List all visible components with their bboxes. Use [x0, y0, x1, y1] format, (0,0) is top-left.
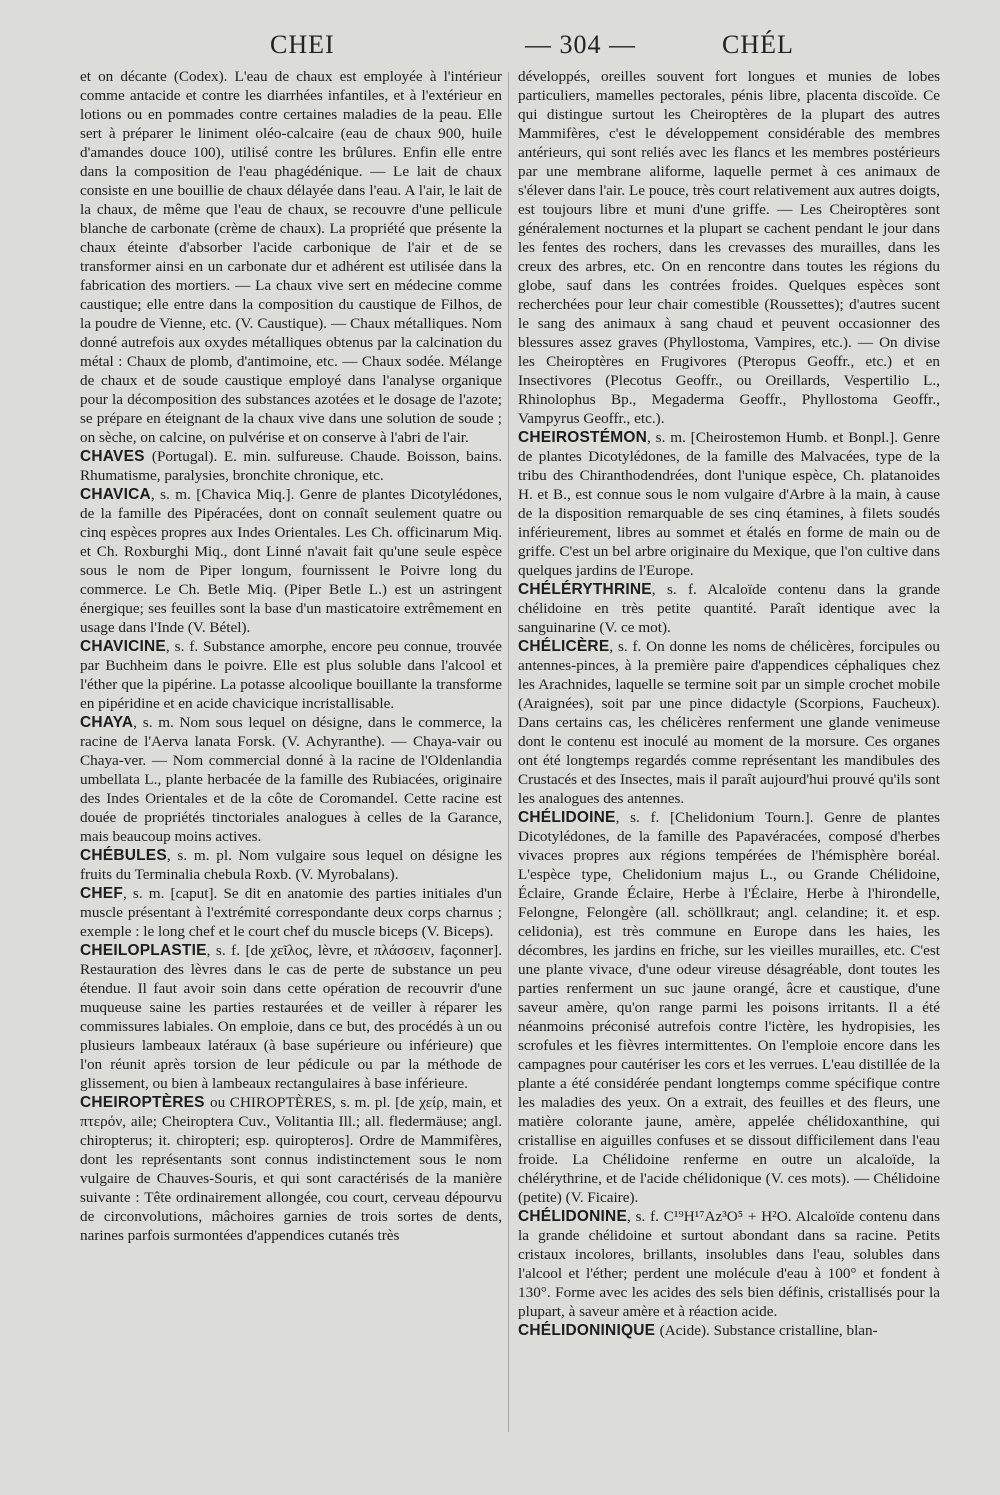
headword: CHAVES	[80, 448, 152, 465]
headword: CHEIROPTÈRES	[80, 1094, 211, 1111]
headword: CHÉLIDOINE	[518, 809, 616, 826]
headword: CHÉBULES	[80, 847, 167, 864]
entry-paragraph: et on décante (Codex). L'eau de chaux est employée à l'intérieur comme antacide et contre les diarrhées infantiles, et à l'extérieur en lotions ou en pommades contre certaines maladies de la peau. Elle sert à préparer le liniment oléo-calcaire (eau de chaux 900, huile d'amandes douce 100), utilisé contre les brûlures. Enfin elle entre dans la composition de l'eau phagédénique. — Le lait de chaux consiste en une bouillie de chaux délayée dans l'eau. A l'air, le lait de la chaux, de même que l'eau de chaux, se recouvre d'une pellicule blanche de carbonate (crème de chaux). La propriété que présente la chaux éteinte d'absorber l'acide carbonique de l'air et de se transformer ainsi en un carbonate dur et adhérent est utilisée dans la fabrication des mortiers. — La chaux vive sert en médecine comme caustique; elle entre dans la composition du caustique de Filhos, de la poudre de Vienne, etc. (V. Caustique). — Chaux métalliques. Nom donné autrefois aux oxydes métalliques obtenus par la calcination du métal : Chaux de plomb, d'antimoine, etc. — Chaux sodée. Mélange de chaux et de soude caustique employé dans l'analyse organique pour la décomposition des substances azotées et le dosage de l'azote; se prépare en éteignant de la chaux vive dans une solution de soude ; on sèche, on calcine, on pulvérise et on conserve à l'abri de l'air.	[80, 68, 502, 446]
entry-paragraph: CHEILOPLASTIE, s. f. [de χεῖλος, lèvre, et πλάσσειν, façonner]. Restauration des lèvres dans le cas de perte de substance un peu étendue. Il faut avoir soin dans cette opération de recouvrir d'une muqueuse saine les parties restaurées et de veiller à réparer les commissures labiales. On emploie, dans ce but, des procédés à un ou plusieurs lambeaux latéraux (à base supérieure ou inférieure) que l'on réunit après torsion de leur pédicule ou par la méthode de glissement, ou bien à lambeaux rectangulaires à base inférieure.	[80, 942, 502, 1092]
entry-paragraph: CHÉLIDONINE, s. f. C¹⁹H¹⁷Az³O⁵ + H²O. Alcaloïde contenu dans la grande chélidoine et surtout abondant dans sa racine. Petits cristaux incolores, brillants, insolubles dans l'eau, solubles dans l'alcool et l'éther; perdent une molécule d'eau à 100° et fondent à 130°. Forme avec les acides des sels bien définis, cristallisés pour la plupart, à saveur amère et à réaction acide.	[518, 1208, 940, 1320]
entry-paragraph: CHAVICA, s. m. [Chavica Miq.]. Genre de plantes Dicotylédones, de la famille des Pipéracées, dont on connaît seulement quatre ou cinq espèces propres aux Indes Orientales. Les Ch. officinarum Miq. et Ch. Roxburghi Miq., dont Linné n'avait fait qu'une seule espèce sous le nom de Piper longum, fournissent le Poivre long du commerce. Le Ch. Betle Miq. (Piper Betle L.) est un astringent énergique; ses feuilles sont la base d'un masticatoire extrêmement en usage dans l'Inde (V. Bétel).	[80, 486, 502, 636]
entry-paragraph: développés, oreilles souvent fort longues et munies de lobes particuliers, mamelles pectorales, pénis libre, placenta discoïde. Ce qui distingue surtout les Cheiroptères de la plupart des autres Mammifères, c'est le développement considérable des membres antérieurs, qui sont reliés avec les flancs et les membres postérieurs par une membrane aliforme, laquelle permet à ces animaux de s'élever dans l'air. Le pouce, très court relativement aux autres doigts, est toujours libre et muni d'une griffe. — Les Cheiroptères sont généralement nocturnes et la plupart se cachent pendant le jour dans les fentes des rochers, dans les crevasses des murailles, dans les creux des arbres, etc. On en rencontre dans toutes les régions du globe, sauf dans les contrées froides. Quelques espèces sont recherchées pour leur chair comestible (Roussettes); d'autres sucent le sang des animaux à sang chaud et peuvent occasionner des blessures assez graves (Phyllostoma, Vampires, etc.). — On divise les Cheiroptères en Frugivores (Pteropus Geoffr., etc.) et en Insectivores (Plecotus Geoffr., ou Oreillards, Vespertilio L., Rhinolophus Bp., Megaderma Geoffr., Phyllostoma Geoffr., Vampyrus Geoffr., etc.).	[518, 68, 940, 427]
entry-paragraph: CHÉLÉRYTHRINE, s. f. Alcaloïde contenu dans la grande chélidoine en très petite quantité. Paraît identique avec la sanguinarine (V. ce mot).	[518, 581, 940, 636]
left-column	[80, 67, 502, 1245]
entry-paragraph: CHÉLICÈRE, s. f. On donne les noms de chélicères, forcipules ou antennes-pinces, à la première paire d'appendices céphaliques chez les Arachnides, laquelle se termine soit par un simple crochet mobile (Araignées), soit par une pince didactyle (Scorpions, Faucheux). Dans certains cas, les chélicères renferment une glande venimeuse dont le contenu est inoculé au moment de la morsure. Ces organes ont été longtemps regardés comme représentant les mandibules des Crustacés et des Insectes, mais il paraît aujourd'hui prouvé qu'ils sont les analogues des antennes.	[518, 638, 940, 807]
headword: CHÉLICÈRE	[518, 638, 610, 655]
entry-paragraph: CHÉLIDOINE, s. f. [Chelidonium Tourn.]. Genre de plantes Dicotylédones, de la famille des Papavéracées, composé d'herbes vivaces propres aux régions tempérées de l'hémisphère boréal. L'espèce type, Chelidonium majus L., ou Grande Chélidoine, Éclaire, Grande Éclaire, Herbe à l'Éclaire, Herbe à l'hirondelle, Felongne, Felongère (all. schöllkraut; angl. celandine; it. et esp. celidonia), est très commune en Europe dans les haies, les décombres, les jardins en friche, sur les vieilles murailles, etc. C'est une plante vivace, d'une odeur vireuse désagréable, dont toutes les parties renferment un suc jaune orangé, âcre et caustique, d'une saveur amère, qu'on range parmi les poisons irritants. Il a été néanmoins préconisé autrefois contre l'ictère, les hydropisies, les scrofules et les fièvres intermittentes. On l'emploie encore dans les campagnes pour cautériser les cors et les verrues. L'eau distillée de la plante a été considérée pendant longtemps comme spécifique contre les maladies des yeux. On a extrait, des feuilles et des fleurs, une matière colorante jaune, amère, appelée chélidoxanthine, qui cristallise en aiguilles confuses et se dissout difficilement dans l'eau froide. La Chélidoine renferme en outre un alcaloïde, la chélérythrine, et de l'acide chélidonique (V. ces mots). — Chélidoine (petite) (V. Ficaire).	[518, 809, 940, 1206]
headword: CHAVICINE	[80, 638, 166, 655]
right-column	[518, 67, 940, 1340]
header-left-guide-word: CHEI	[270, 30, 335, 59]
entry-paragraph: CHÉLIDONINIQUE (Acide). Substance cristalline, blan-	[518, 1322, 878, 1339]
header-right-guide-word: CHÉL	[722, 30, 794, 59]
entry-paragraph: CHAVICINE, s. f. Substance amorphe, encore peu connue, trouvée par Buchheim dans le poivre. Elle est plus soluble dans l'alcool et l'éther que la pipérine. La potasse alcoolique bouillante la transforme en pipéridine et en acide chavicique incristallisable.	[80, 638, 502, 712]
page-number: — 304 —	[525, 30, 636, 59]
running-header	[60, 30, 960, 66]
entry-paragraph: CHEIROPTÈRES ou CHIROPTÈRES, s. m. pl. [de χείρ, main, et πτερόν, aile; Cheiroptera Cuv., Volitantia Ill.; all. fledermäuse; angl. chiropterus; it. chiropteri; esp. quiropteros]. Ordre de Mammifères, dont les représentants sont connus indistinctement sous le nom vulgaire de Chauves-Souris, et qui sont caractérisés de la manière suivante : Tête ordinairement allongée, cou court, cerveau dépourvu de circonvolutions, mâchoires garnies de trois sortes de dents, narines parfois surmontées d'appendices cutanés très	[80, 1094, 502, 1244]
headword: CHAVICA	[80, 486, 151, 503]
entry-paragraph: CHAYA, s. m. Nom sous lequel on désigne, dans le commerce, la racine de l'Aerva lanata Forsk. (V. Achyranthe). — Chaya-vair ou Chaya-ver. — Nom commercial donné à la racine de l'Oldenlandia umbellata L., plante herbacée de la famille des Rubiacées, originaire des Indes Orientales et de la côte de Coromandel. Cette racine est douée de propriétés tinctoriales analogues à celles de la Garance, mais beaucoup moins actives.	[80, 714, 502, 845]
headword: CHEIROSTÉMON	[518, 429, 647, 446]
headword: CHAYA	[80, 714, 134, 731]
column-divider	[508, 72, 509, 1432]
headword: CHÉLIDONINIQUE	[518, 1322, 660, 1339]
headword: CHEF	[80, 885, 123, 902]
entry-paragraph: CHEF, s. m. [caput]. Se dit en anatomie des parties initiales d'un muscle présentant à l'extrémité correspondante deux corps charnus ; exemple : le long chef et le court chef du muscle biceps (V. Biceps).	[80, 885, 502, 940]
headword: CHÉLÉRYTHRINE	[518, 581, 652, 598]
entry-paragraph: CHEIROSTÉMON, s. m. [Cheirostemon Humb. et Bonpl.]. Genre de plantes Dicotylédones, de la famille des Malvacées, type de la tribu des Chiranthodendrées, dont l'unique espèce, Ch. platanoides H. et B., est connue sous le nom vulgaire d'Arbre à la main, à cause de la disposition remarquable de ses cinq étamines, à filets soudés inférieurement, libres au sommet et étalés en forme de main ou de griffe. C'est un bel arbre originaire du Mexique, que l'on cultive dans quelques jardins de l'Europe.	[518, 429, 940, 579]
headword: CHÉLIDONINE	[518, 1208, 627, 1225]
entry-paragraph: CHÉBULES, s. m. pl. Nom vulgaire sous lequel on désigne les fruits du Terminalia chebula Roxb. (V. Myrobalans).	[80, 847, 502, 883]
headword: CHEILOPLASTIE	[80, 942, 207, 959]
entry-paragraph: CHAVES (Portugal). E. min. sulfureuse. Chaude. Boisson, bains. Rhumatisme, paralysies, bronchite chronique, etc.	[80, 448, 503, 484]
